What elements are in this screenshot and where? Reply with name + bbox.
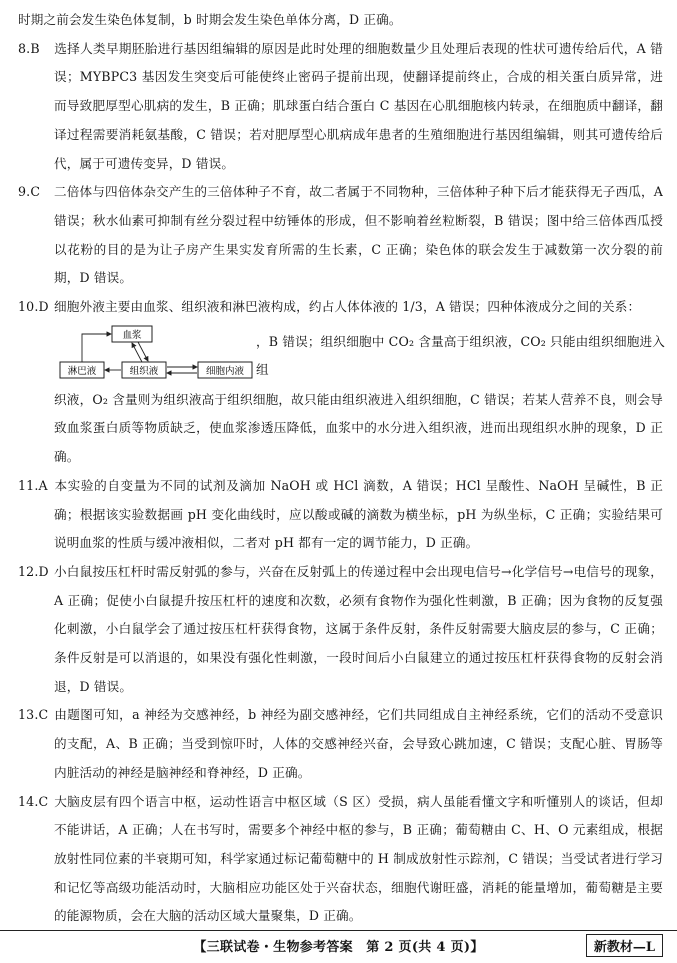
- item-number: 8.: [18, 40, 31, 56]
- item-answer: C: [30, 184, 41, 200]
- plasma-label: 血浆: [122, 329, 142, 341]
- answer-item-11: [18, 472, 663, 558]
- answer-item-8: [18, 35, 663, 179]
- answer-content: [18, 6, 663, 931]
- answer-item-12: [18, 558, 663, 702]
- item-explanation: 本实验的自变量为不同的试剂及滴加 NaOH 或 HCl 滴数，A 错误；HCl 呈酸性、NaOH 呈碱性，B 正确；根据该实验数据画 pH 变化曲线时，应以酸或碱的滴数为横坐标，pH 为纵坐标，C 正确；实验结果可说明血浆的性质与缓冲液相似，二者对 pH 都有一定的调节能力，D 正确。: [54, 477, 663, 551]
- answer-item-14: [18, 788, 663, 932]
- item-answer: C: [38, 707, 49, 723]
- lymph-label: 淋巴液: [67, 365, 97, 377]
- edition-badge: 新教材—L: [586, 934, 663, 957]
- item-explanation-part2: ，B 错误；组织细胞中 CO₂ 含量高于组织液，CO₂ 只能由组织细胞进入组: [256, 333, 665, 378]
- item-answer: D: [38, 299, 49, 315]
- item-number: 9.: [18, 184, 31, 200]
- footer-title: 【三联试卷・生物参考答案 第 2 页(共 4 页)】: [193, 940, 484, 955]
- item-explanation-part1: 细胞外液主要由血浆、组织液和淋巴液构成，约占人体体液的 1/3，A 错误；四种体液成分之间的关系：: [54, 299, 641, 315]
- arrow-lymph-to-plasma: [82, 334, 111, 362]
- answer-item-10: [18, 293, 663, 322]
- item-answer: A: [38, 477, 48, 493]
- item-explanation-part3: 织液，O₂ 含量则为组织液高于组织细胞，故只能由组织液进入组织细胞，C 错误；若某人营养不良，则会导致血浆蛋白质等物质缺乏，使血浆渗透压降低，血浆中的水分进入组织液，进而出现组织水肿的现象，D 正确。: [54, 391, 663, 465]
- body-fluid-diagram: [54, 322, 254, 386]
- item-answer: C: [38, 793, 49, 809]
- page-footer: [0, 930, 677, 959]
- intro-line: 时期之前会发生染色体复制，b 时期会发生染色单体分离，D 正确。: [18, 12, 402, 27]
- body-fluid-diagram-row: [54, 322, 663, 386]
- tissue-fluid-label: 组织液: [129, 365, 159, 377]
- item-answer: B: [30, 40, 40, 56]
- item-explanation: 由题图可知，a 神经为交感神经，b 神经为副交感神经，它们共同组成自主神经系统，它们的活动不受意识的支配，A、B 正确；当受到惊吓时，人体的交感神经兴奋，会导致心跳加速，C 错误；支配心脏、胃肠等内脏活动的神经是脑神经和脊神经，D 正确。: [54, 707, 663, 780]
- intracellular-label: 细胞内液: [205, 365, 245, 377]
- answer-item-13: [18, 701, 663, 787]
- item-explanation: 二倍体与四倍体杂交产生的三倍体种子不育，故二者属于不同物种，三倍体种子种下后才能获得无子西瓜，A 错误；秋水仙素可抑制有丝分裂过程中纺锤体的形成，但不影响着丝粒断裂，B 错误；图中给三倍体西瓜授以花粉的目的是为让子房产生果实发育所需的生长素，C 正确；染色体的联会发生于减数第一次分裂的前期，D 错误。: [54, 184, 663, 286]
- item-answer: D: [38, 563, 49, 579]
- item-explanation: 大脑皮层有四个语言中枢，运动性语言中枢区域（S 区）受损，病人虽能看懂文字和听懂别人的谈话，但却不能讲话，A 正确；人在书写时，需要多个神经中枢的参与，B 正确；葡萄糖由 C、H、O 元素组成，根据放射性同位素的半衰期可知，科学家通过标记葡萄糖中的 H 制成放射性示踪剂，C 错误；当受试者进行学习和记忆等高级功能活动时，大脑相应功能区处于兴奋状态，细胞代谢旺盛，消耗的能量增加，葡萄糖是主要的能源物质，会在大脑的活动区域大量聚集，D 正确。: [54, 793, 663, 924]
- item-number: 14.: [18, 793, 39, 809]
- item-number: 11.: [18, 477, 39, 493]
- item-number: 12.: [18, 563, 39, 579]
- item-number: 13.: [18, 707, 39, 723]
- item-number: 10.: [18, 299, 39, 315]
- item-explanation: 小白鼠按压杠杆时需反射弧的参与，兴奋在反射弧上的传递过程中会出现电信号→化学信号→电信号的现象，A 正确；促使小白鼠提升按压杠杆的速度和次数，必须有食物作为强化性刺激，B 正确；因为食物的反复强化刺激，小白鼠学会了通过按压杠杆获得食物，这属于条件反射，条件反射需要大脑皮层的参与，C 正确；条件反射是可以消退的，如果没有强化性刺激，一段时间后小白鼠建立的通过按压杠杆获得食物的反射会消退，D 错误。: [54, 563, 663, 694]
- answer-item-9: [18, 178, 663, 293]
- item-explanation: 选择人类早期胚胎进行基因组编辑的原因是此时处理的细胞数量少且处理后表现的性状可遗传给后代，A 错误；MYBPC3 基因发生突变后可能使终止密码子提前出现，使翻译提前终止，合成的相关蛋白质异常，进而导致肥厚型心肌病的发生，B 正确；肌球蛋白结合蛋白 C 基因在心肌细胞核内转录，在细胞质中翻译，翻译过程需要消耗氨基酸，C 错误；若对肥厚型心肌病成年患者的生殖细胞进行基因组编辑，则其可遗传给后代，属于可遗传变异，D 错误。: [54, 40, 663, 171]
